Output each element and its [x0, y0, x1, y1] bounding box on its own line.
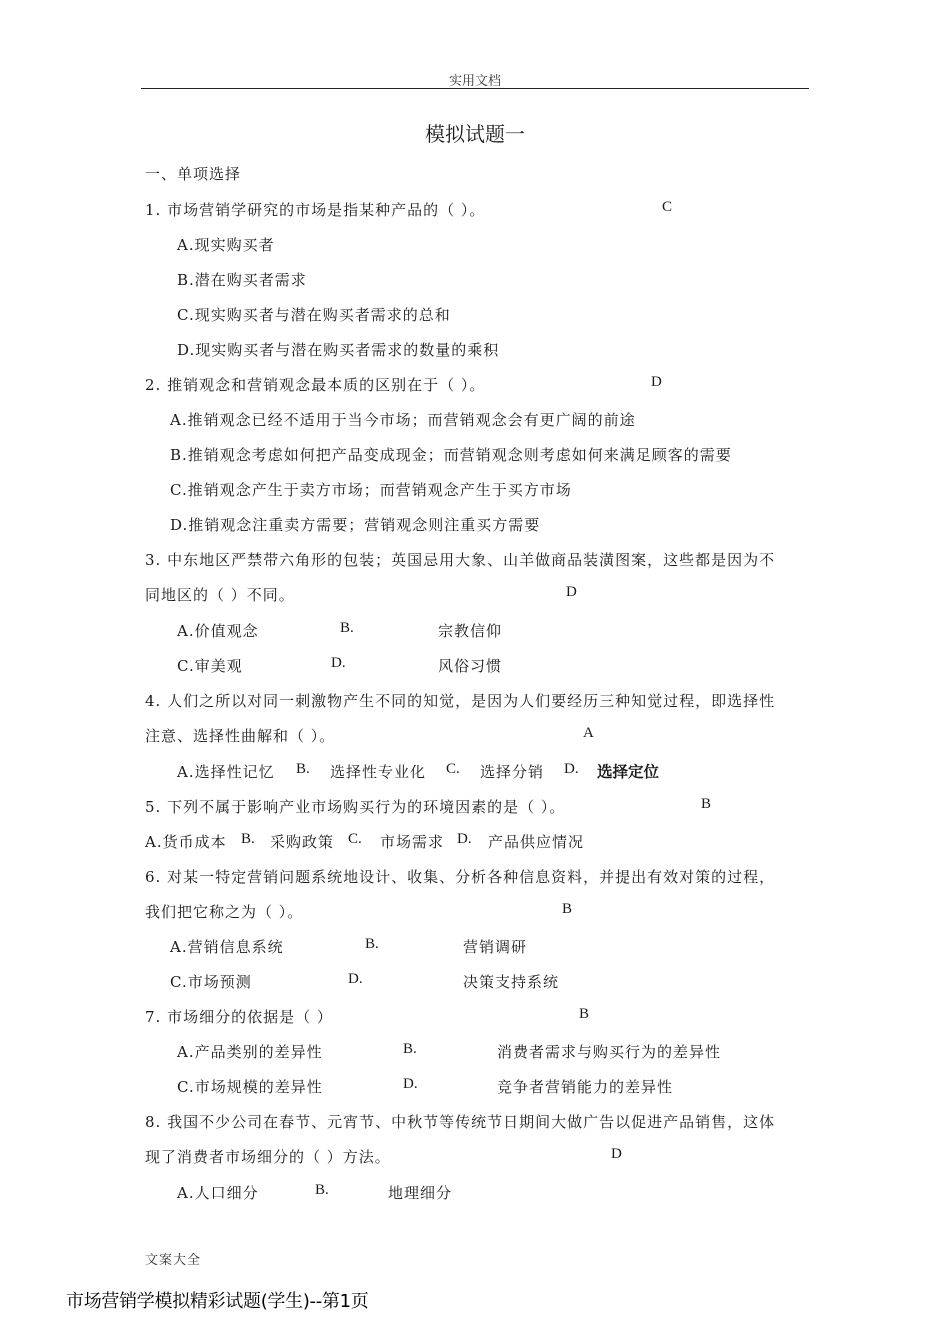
q2-answer: D	[651, 374, 662, 390]
q5-option-c: 市场需求	[380, 833, 445, 851]
q1-option-d: D.现实购买者与潜在购买者需求的数量的乘积	[177, 341, 500, 359]
q3-option-d: 风俗习惯	[438, 657, 503, 675]
q2-stem: 2. 推销观念和营销观念最本质的区别在于（ ）。	[145, 376, 486, 394]
q5-option-d: 产品供应情况	[488, 833, 585, 851]
q8-answer: D	[611, 1146, 622, 1162]
q8-stem-line2: 现了消费者市场细分的（ ）方法。	[145, 1148, 391, 1166]
q5-stem: 5. 下列不属于影响产业市场购买行为的环境因素的是（ ）。	[145, 798, 566, 816]
q3-option-b-label: B.	[340, 620, 354, 636]
q2-option-d: D.推销观念注重卖方需要；营销观念则注重买方需要	[170, 516, 541, 534]
section-heading: 一、单项选择	[145, 165, 242, 183]
q6-option-b-label: B.	[365, 936, 379, 952]
q7-option-a: A.产品类别的差异性	[177, 1043, 323, 1061]
q6-option-c: C.市场预测	[170, 973, 252, 991]
page-title: 模拟试题一	[425, 122, 525, 146]
q8-option-b: 地理细分	[388, 1184, 453, 1202]
q3-stem-line1: 3. 中东地区严禁带六角形的包装；英国忌用大象、山羊做商品装潢图案，这些都是因为不	[145, 551, 776, 569]
q7-option-c: C.市场规模的差异性	[177, 1078, 323, 1096]
q2-option-a: A.推销观念已经不适用于当今市场；而营销观念会有更广阔的前途	[170, 411, 636, 429]
q4-option-c: 选择分销	[480, 763, 545, 781]
q4-option-c-label: C.	[446, 761, 460, 777]
q6-option-d: 决策支持系统	[463, 973, 560, 991]
q1-option-b: B.潜在购买者需求	[177, 271, 307, 289]
q1-answer: C	[662, 199, 673, 215]
q8-option-a: A.人口细分	[177, 1184, 259, 1202]
q5-option-b-label: B.	[241, 831, 255, 847]
q7-option-b: 消费者需求与购买行为的差异性	[497, 1043, 722, 1061]
q4-answer: A	[583, 725, 594, 741]
q6-option-a: A.营销信息系统	[170, 938, 284, 956]
q6-option-b: 营销调研	[463, 938, 528, 956]
q6-stem-line1: 6. 对某一特定营销问题系统地设计、收集、分析各种信息资料，并提出有效对策的过程，	[145, 868, 776, 886]
q3-stem-line2: 同地区的（ ）不同。	[145, 586, 295, 604]
q7-option-d: 竞争者营销能力的差异性	[497, 1078, 674, 1096]
q8-stem-line1: 8. 我国不少公司在春节、元宵节、中秋节等传统节日期间大做广告以促进产品销售，这体	[145, 1113, 776, 1131]
page-footer: 文案大全	[145, 1253, 202, 1268]
q5-option-d-label: D.	[457, 831, 472, 847]
q3-option-d-label: D.	[331, 655, 346, 671]
q4-option-a: A.选择性记忆	[177, 763, 275, 781]
q7-option-b-label: B.	[403, 1041, 417, 1057]
q1-stem: 1. 市场营销学研究的市场是指某种产品的（ ）。	[145, 201, 486, 219]
q6-option-d-label: D.	[348, 971, 363, 987]
q7-option-d-label: D.	[403, 1076, 418, 1092]
q2-option-b: B.推销观念考虑如何把产品变成现金；而营销观念则考虑如何来满足顾客的需要	[170, 446, 732, 464]
q6-answer: B	[562, 901, 573, 917]
q4-stem-line2: 注意、选择性曲解和（ ）。	[145, 727, 336, 745]
q5-answer: B	[701, 796, 712, 812]
q4-option-d-label: D.	[564, 761, 579, 777]
q4-option-b: 选择性专业化	[330, 763, 427, 781]
q4-stem-line1: 4. 人们之所以对同一刺激物产生不同的知觉，是因为人们要经历三种知觉过程，即选择性	[145, 692, 776, 710]
q1-option-c: C.现实购买者与潜在购买者需求的总和	[177, 306, 451, 324]
q5-option-a: A.货币成本	[145, 833, 227, 851]
q7-stem: 7. 市场细分的依据是（ ）	[145, 1008, 333, 1026]
q1-option-a: A.现实购买者	[177, 236, 275, 254]
q4-option-d: 选择定位	[597, 763, 660, 781]
header-rule	[141, 88, 809, 89]
q6-stem-line2: 我们把它称之为（ ）。	[145, 903, 304, 921]
q5-option-c-label: C.	[348, 831, 362, 847]
document-caption: 市场营销学模拟精彩试题(学生)--第1页	[66, 1291, 369, 1312]
q3-answer: D	[566, 584, 577, 600]
q7-answer: B	[579, 1006, 590, 1022]
q3-option-b: 宗教信仰	[438, 622, 503, 640]
q8-option-b-label: B.	[315, 1182, 329, 1198]
q4-option-b-label: B.	[296, 761, 310, 777]
page-header: 实用文档	[448, 74, 501, 89]
q3-option-c: C.审美观	[177, 657, 243, 675]
q3-option-a: A.价值观念	[177, 622, 259, 640]
q2-option-c: C.推销观念产生于卖方市场；而营销观念产生于买方市场	[170, 481, 572, 499]
q5-option-b: 采购政策	[270, 833, 335, 851]
